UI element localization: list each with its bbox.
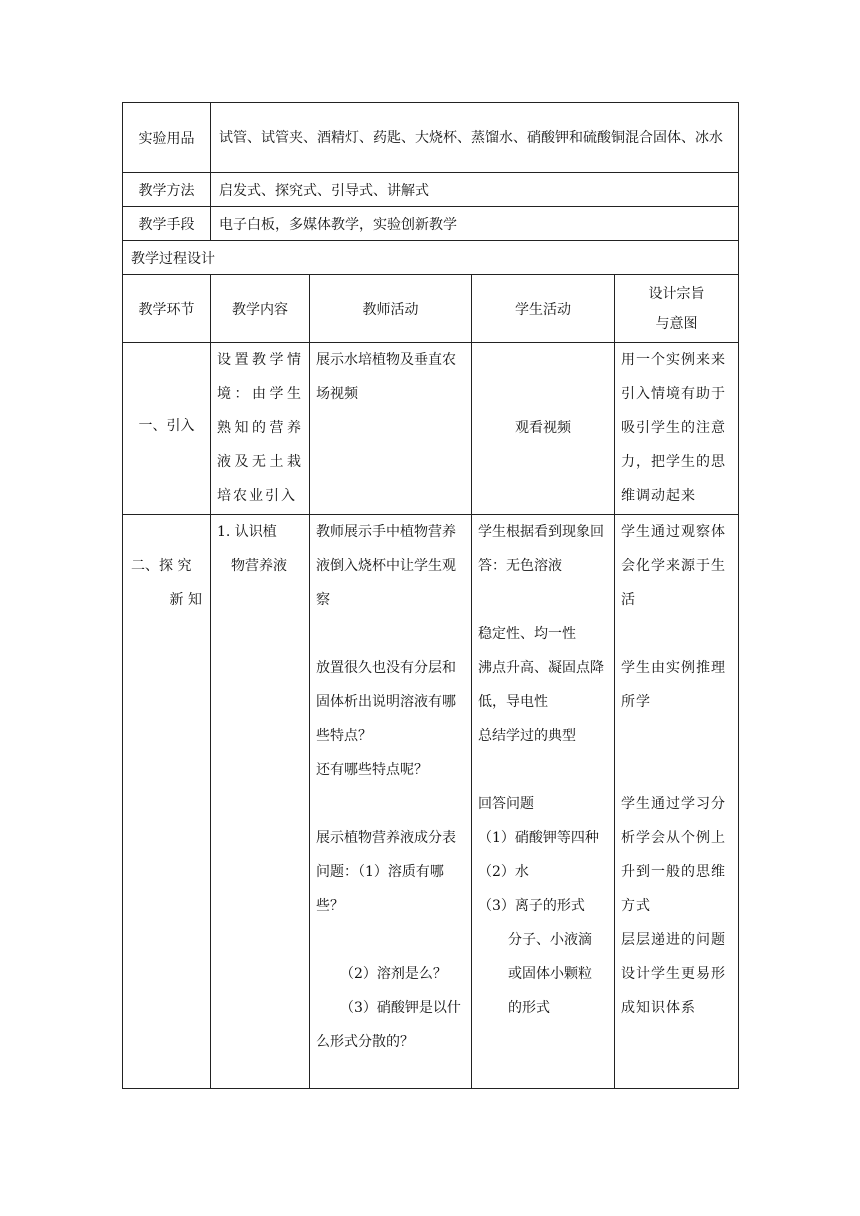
info-value: 电子白板，多媒体教学，实验创新教学	[211, 207, 739, 241]
info-value: 启发式、探究式、引导式、讲解式	[211, 173, 739, 207]
content-cell	[211, 515, 310, 1089]
student-p2: 稳定性、均一性	[478, 626, 576, 642]
student-p8: （3）离子的形式	[478, 898, 585, 914]
header-content: 教学内容	[211, 275, 310, 343]
purpose-cell: 用一个实例来来引入情境有助于吸引学生的注意力，把学生的思维调动起来	[615, 343, 739, 515]
info-label: 实验用品	[123, 103, 211, 173]
header-student: 学生活动	[472, 275, 615, 343]
content-cell: 设置教学情境：由学生熟知的营养液及无土栽培农业引入	[211, 343, 310, 515]
info-row-materials	[123, 103, 739, 173]
purpose-p4: 层层递进的问题设计学生更易形成知识体系	[621, 932, 726, 1016]
info-label: 教学手段	[123, 207, 211, 241]
process-row-intro	[123, 343, 739, 515]
header-stage: 教学环节	[123, 275, 211, 343]
student-p6: （1）硝酸钾等四种	[478, 830, 599, 846]
header-purpose	[615, 275, 739, 343]
student-cell: 观看视频	[472, 343, 615, 515]
student-p1: 学生根据看到现象回答：无色溶液	[478, 524, 604, 574]
student-p5: 回答问题	[478, 796, 534, 812]
stage-line1: 二、探 究	[131, 558, 192, 574]
teacher-cell: 展示水培植物及垂直农场视频	[310, 343, 472, 515]
info-row-means	[123, 207, 739, 241]
content-line2: 物营养液	[231, 558, 287, 574]
teacher-p4: 展示植物营养液成分表	[316, 830, 456, 846]
student-p4: 总结学过的典型	[478, 728, 576, 744]
content-line1: 1. 认识植	[217, 524, 277, 540]
student-p7: （2）水	[478, 864, 529, 880]
teacher-p5: 问题：（1）溶质有哪些？	[316, 864, 444, 914]
teacher-p3: 还有哪些特点呢？	[316, 762, 428, 778]
teacher-cell	[310, 515, 472, 1089]
lesson-plan-table	[122, 102, 739, 1089]
header-row	[123, 275, 739, 343]
info-label: 教学方法	[123, 173, 211, 207]
student-cell	[472, 515, 615, 1089]
purpose-p1: 学生通过观察体会化学来源于生活	[621, 524, 726, 608]
info-row-methods	[123, 173, 739, 207]
stage-cell	[123, 515, 211, 1089]
section-title: 教学过程设计	[123, 241, 739, 275]
purpose-cell	[615, 515, 739, 1089]
purpose-p2: 学生由实例推理所学	[621, 660, 726, 710]
header-purpose-line2: 与意图	[655, 315, 698, 332]
info-value: 试管、试管夹、酒精灯、药匙、大烧杯、蒸馏水、硝酸钾和硫酸铜混合固体、冰水	[211, 103, 739, 173]
stage-line2: 新 知	[169, 592, 202, 608]
teacher-p6: （2）溶剂是么？	[340, 966, 447, 982]
header-teacher: 教师活动	[310, 275, 472, 343]
lesson-plan-document	[122, 102, 738, 1089]
teacher-p2: 放置很久也没有分层和固体析出说明溶液有哪些特点？	[316, 660, 456, 744]
process-row-explore	[123, 515, 739, 1089]
purpose-p3: 学生通过学习分析学会从个例上升到一般的思维方式	[621, 796, 726, 914]
section-title-row	[123, 241, 739, 275]
teacher-p1: 教师展示手中植物营养液倒入烧杯中让学生观察	[316, 524, 456, 608]
teacher-p7: （3）硝酸钾是以什么形式分散的？	[316, 1000, 461, 1050]
stage-cell: 一、引入	[123, 343, 211, 515]
student-p3: 沸点升高、凝固点降低，导电性	[478, 660, 604, 710]
student-p9: 分子、小液滴或固体小颗粒的形式	[508, 932, 592, 1016]
header-purpose-line1: 设计宗旨	[648, 285, 705, 302]
